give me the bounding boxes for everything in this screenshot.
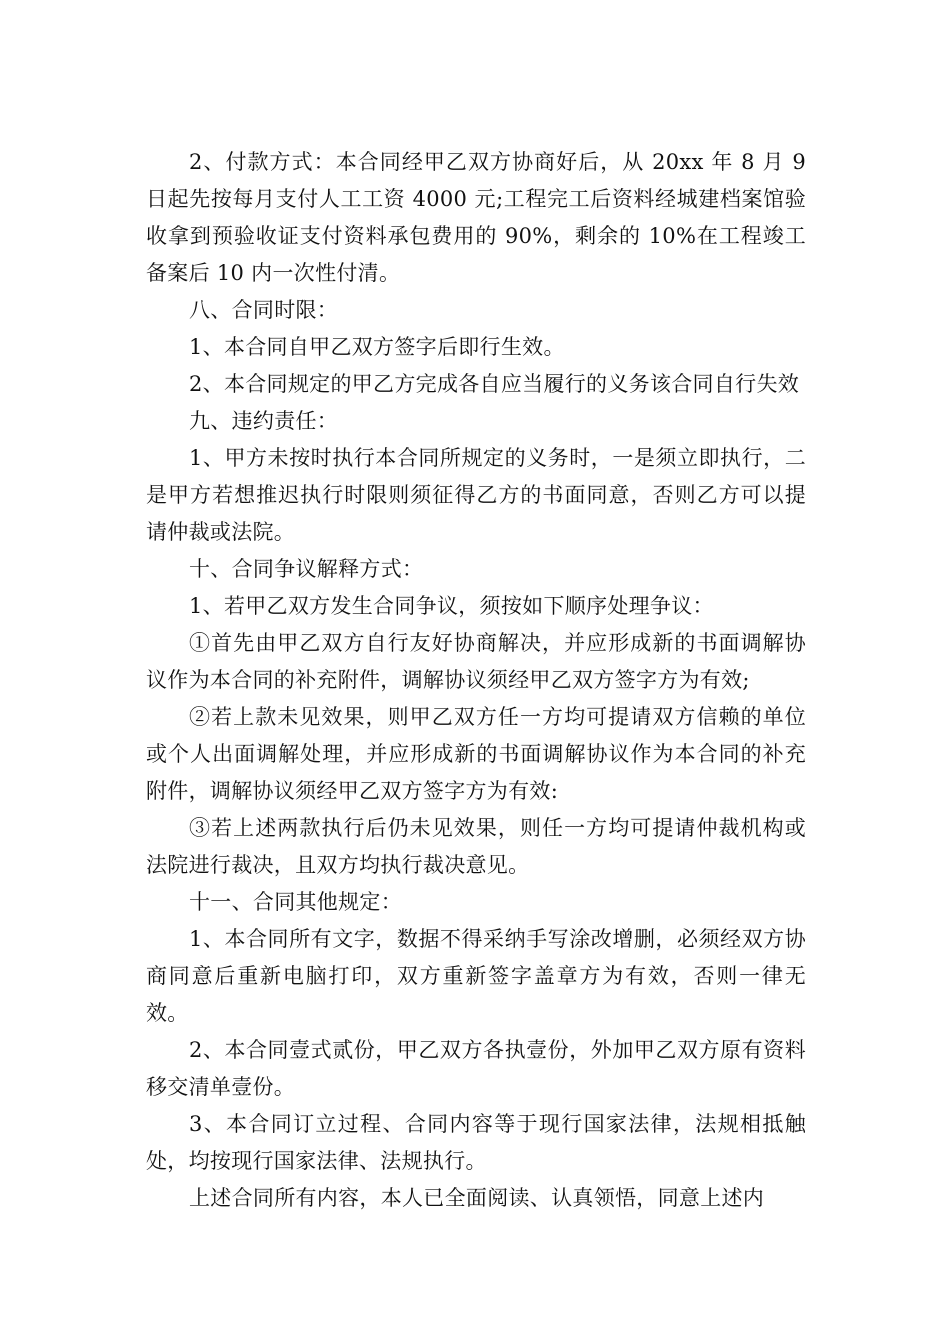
paragraph-acknowledgement: 上述合同所有内容，本人已全面阅读、认真领悟，同意上述内 <box>189 1186 765 1210</box>
paragraph-dispute-step-2: ②若上款未见效果，则甲乙双方任一方均可提请双方信赖的单位或个人出面调解处理，并应形成新的书面调解协议作为本合同的补充附件，调解协议须经甲乙双方签字方为有效: <box>146 705 806 803</box>
paragraph-dispute-step-3: ③若上述两款执行后仍未见效果，则任一方均可提请仲裁机构或法院进行裁决，且双方均执行裁决意见。 <box>146 816 806 877</box>
paragraph-breach-clause: 1、甲方未按时执行本合同所规定的义务时，一是须立即执行，二是甲方若想推迟执行时限则须征得乙方的书面同意，否则乙方可以提请仲裁或法院。 <box>146 446 806 544</box>
paragraph-term-effective: 1、本合同自甲乙双方签字后即行生效。 <box>189 335 565 359</box>
heading-other-provisions: 十一、合同其他规定： <box>189 890 402 914</box>
paragraph-provision-1: 1、本合同所有文字，数据不得采纳手写涂改增删，必须经双方协商同意后重新电脑打印，双方重新签字盖章方为有效，否则一律无效。 <box>146 927 806 1025</box>
paragraph-dispute-order: 1、若甲乙双方发生合同争议，须按如下顺序处理争议： <box>189 594 714 618</box>
paragraph-term-expiry: 2、本合同规定的甲乙方完成各自应当履行的义务该合同自行失效 <box>189 372 800 396</box>
paragraph-provision-2: 2、本合同壹式贰份，甲乙双方各执壹份，外加甲乙双方原有资料移交清单壹份。 <box>146 1038 806 1099</box>
document-page <box>146 144 806 1217</box>
heading-dispute-resolution: 十、合同争议解释方式： <box>189 557 424 581</box>
heading-contract-term: 八、合同时限： <box>189 298 339 322</box>
heading-breach-liability: 九、违约责任： <box>189 409 339 433</box>
paragraph-payment-method: 2、付款方式：本合同经甲乙双方协商好后，从 20xx 年 8 月 9 日起先按每月支付人工工资 4000 元;工程完工后资料经城建档案馆验收拿到预验收证支付资料承包费用的 90%，剩余的 10%在工程竣工备案后 10 内一次性付清。 <box>146 150 806 285</box>
paragraph-dispute-step-1: ①首先由甲乙双方自行友好协商解决，并应形成新的书面调解协议作为本合同的补充附件，调解协议须经甲乙双方签字方为有效; <box>146 631 806 692</box>
paragraph-provision-3: 3、本合同订立过程、合同内容等于现行国家法律，法规相抵触处，均按现行国家法律、法规执行。 <box>146 1112 806 1173</box>
